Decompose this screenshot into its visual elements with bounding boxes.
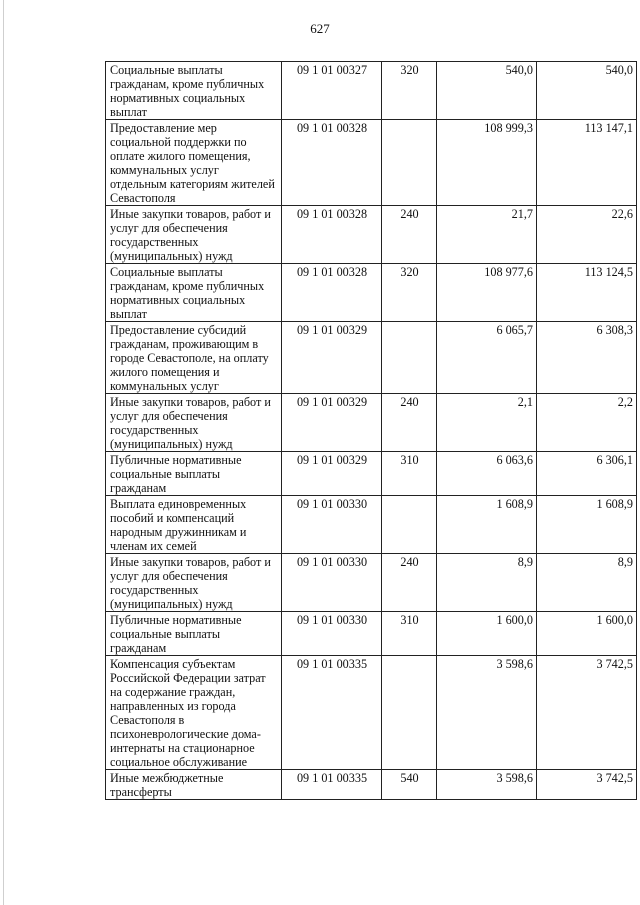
expense-type-code: 240 <box>382 394 437 452</box>
classification-code: 09 1 01 00329 <box>282 394 382 452</box>
amount-year-2: 1 600,0 <box>537 612 637 656</box>
classification-code: 09 1 01 00330 <box>282 554 382 612</box>
classification-code: 09 1 01 00328 <box>282 120 382 206</box>
classification-code: 09 1 01 00330 <box>282 496 382 554</box>
amount-year-1: 108 977,6 <box>437 264 537 322</box>
amount-year-2: 8,9 <box>537 554 637 612</box>
classification-code: 09 1 01 00328 <box>282 206 382 264</box>
amount-year-1: 1 608,9 <box>437 496 537 554</box>
amount-year-2: 6 308,3 <box>537 322 637 394</box>
table-row <box>106 62 637 120</box>
amount-year-2: 1 608,9 <box>537 496 637 554</box>
expense-type-code <box>382 496 437 554</box>
item-name: Иные закупки товаров, работ и услуг для обеспечения государственных (муниципальных) нужд <box>106 394 282 452</box>
expense-type-code: 310 <box>382 612 437 656</box>
classification-code: 09 1 01 00328 <box>282 264 382 322</box>
expense-type-code: 320 <box>382 62 437 120</box>
item-name: Предоставление мер социальной поддержки по оплате жилого помещения, коммунальных услуг отдельным категориям жителей Севастополя <box>106 120 282 206</box>
amount-year-1: 1 600,0 <box>437 612 537 656</box>
page-number: 627 <box>310 21 330 36</box>
classification-code: 09 1 01 00329 <box>282 322 382 394</box>
expense-type-code <box>382 322 437 394</box>
budget-table <box>105 61 637 800</box>
table-row <box>106 322 637 394</box>
amount-year-1: 6 065,7 <box>437 322 537 394</box>
amount-year-1: 21,7 <box>437 206 537 264</box>
table-row <box>106 496 637 554</box>
item-name: Выплата единовременных пособий и компенсаций народным дружинникам и членам их семей <box>106 496 282 554</box>
table-row <box>106 554 637 612</box>
classification-code: 09 1 01 00335 <box>282 656 382 770</box>
item-name: Иные межбюджетные трансферты <box>106 770 282 800</box>
table-row <box>106 394 637 452</box>
table-row <box>106 120 637 206</box>
table-row <box>106 656 637 770</box>
classification-code: 09 1 01 00329 <box>282 452 382 496</box>
amount-year-2: 3 742,5 <box>537 770 637 800</box>
item-name: Иные закупки товаров, работ и услуг для обеспечения государственных (муниципальных) нужд <box>106 206 282 264</box>
expense-type-code: 240 <box>382 206 437 264</box>
amount-year-1: 2,1 <box>437 394 537 452</box>
amount-year-2: 2,2 <box>537 394 637 452</box>
amount-year-2: 540,0 <box>537 62 637 120</box>
budget-table-body <box>106 62 637 800</box>
scan-edge-line <box>3 0 4 905</box>
amount-year-1: 6 063,6 <box>437 452 537 496</box>
expense-type-code: 310 <box>382 452 437 496</box>
expense-type-code: 320 <box>382 264 437 322</box>
amount-year-2: 113 124,5 <box>537 264 637 322</box>
classification-code: 09 1 01 00327 <box>282 62 382 120</box>
item-name: Социальные выплаты гражданам, кроме публичных нормативных социальных выплат <box>106 264 282 322</box>
item-name: Компенсация субъектам Российской Федерации затрат на содержание граждан, направленных из города Севастополя в психоневрологические дома-интернаты на стационарное социальное обслуживание <box>106 656 282 770</box>
amount-year-1: 3 598,6 <box>437 656 537 770</box>
amount-year-1: 3 598,6 <box>437 770 537 800</box>
table-row <box>106 206 637 264</box>
amount-year-2: 113 147,1 <box>537 120 637 206</box>
expense-type-code: 540 <box>382 770 437 800</box>
item-name: Публичные нормативные социальные выплаты гражданам <box>106 612 282 656</box>
item-name: Социальные выплаты гражданам, кроме публичных нормативных социальных выплат <box>106 62 282 120</box>
item-name: Предоставление субсидий гражданам, проживающим в городе Севастополе, на оплату жилого помещения и коммунальных услуг <box>106 322 282 394</box>
classification-code: 09 1 01 00330 <box>282 612 382 656</box>
table-row <box>106 612 637 656</box>
amount-year-2: 3 742,5 <box>537 656 637 770</box>
table-row <box>106 452 637 496</box>
expense-type-code <box>382 656 437 770</box>
item-name: Иные закупки товаров, работ и услуг для обеспечения государственных (муниципальных) нужд <box>106 554 282 612</box>
table-row <box>106 264 637 322</box>
amount-year-1: 540,0 <box>437 62 537 120</box>
amount-year-2: 6 306,1 <box>537 452 637 496</box>
expense-type-code: 240 <box>382 554 437 612</box>
classification-code: 09 1 01 00335 <box>282 770 382 800</box>
expense-type-code <box>382 120 437 206</box>
table-row <box>106 770 637 800</box>
amount-year-1: 8,9 <box>437 554 537 612</box>
item-name: Публичные нормативные социальные выплаты гражданам <box>106 452 282 496</box>
amount-year-2: 22,6 <box>537 206 637 264</box>
amount-year-1: 108 999,3 <box>437 120 537 206</box>
